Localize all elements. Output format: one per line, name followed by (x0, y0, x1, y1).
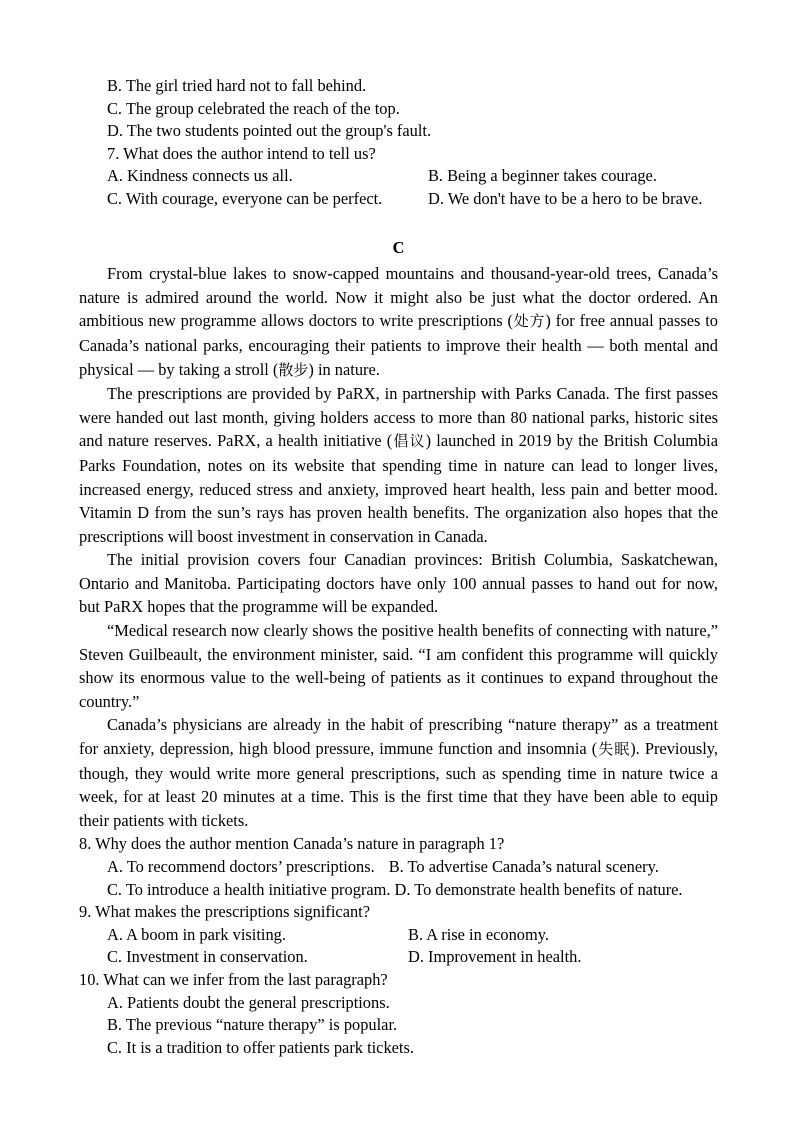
option-c-previous-question: C. The group celebrated the reach of the top. (107, 98, 400, 118)
passage-paragraph-2 (79, 382, 718, 548)
passage-paragraph-4: “Medical research now clearly shows the positive health benefits of connecting with nature,” Steven Guilbeault, the environment minister, said. “I am confident this programme will quickly show its enormous value to the well-being of patients as it continues to expand throughout the country.” (79, 621, 718, 711)
question-9-stem: 9. What makes the prescriptions significant? (79, 902, 371, 922)
question-8-block (79, 833, 718, 901)
option-b-previous-question: B. The girl tried hard not to fall behind. (107, 76, 367, 95)
passage-paragraph-5 (79, 713, 718, 832)
question-9-options-row-1 (79, 924, 718, 947)
question-10-option-c[interactable]: C. It is a tradition to offer patients park tickets. (107, 1037, 414, 1057)
option-d-previous-question: D. The two students pointed out the group's fault. (107, 121, 432, 141)
question-10-option-a[interactable]: A. Patients doubt the general prescriptions. (107, 992, 390, 1012)
question-8-option-d[interactable]: D. To demonstrate health benefits of nature. (394, 879, 683, 899)
question-7-option-c[interactable]: C. With courage, everyone can be perfect. (107, 188, 383, 208)
passage-p2-text-1: The prescriptions are provided by PaRX, in partnership with Parks Canada. The first passes were handed out last month, giving holders access to more than 80 national parks, historic sites and nature reserves. PaRX, a health initiative ( (79, 384, 718, 451)
question-7-option-a[interactable]: A. Kindness connects us all. (107, 166, 293, 186)
passage-p1-text-2: ) for free annual passes to Canada’s national parks, encouraging their patients to improve their health — both mental and physical — by taking a stroll ( (79, 311, 718, 379)
question-7-options-row-2 (79, 188, 718, 211)
question-9-block (79, 901, 718, 969)
question-8-stem: 8. Why does the author mention Canada’s nature in paragraph 1? (79, 834, 505, 854)
question-8-options-row-2 (79, 879, 718, 902)
question-10-block (79, 969, 718, 1059)
question-9-options-row-2 (79, 946, 718, 969)
passage-p2-chinese-initiative: 倡议 (392, 432, 426, 451)
passage-p1-chinese-prescription: 处方 (513, 312, 546, 331)
question-8-option-c[interactable]: C. To introduce a health initiative program. (107, 879, 391, 899)
question-9-option-d[interactable]: D. Improvement in health. (408, 947, 582, 967)
section-letter-c: C (392, 237, 405, 257)
passage-paragraph-1 (79, 262, 718, 382)
page-content (79, 75, 718, 1059)
passage-p5-text-1: Canada’s physicians are already in the habit of prescribing “nature therapy” as a treatment for anxiety, depression, high blood pressure, immune function and insomnia ( (79, 715, 718, 759)
passage-p5-text-2: ). Previously, though, they would write more general prescriptions, such as spending time in nature twice a week, for at least 20 minutes at a time. This is the first time that they have been able to equip their patients with tickets. (79, 739, 718, 830)
question-10-stem: 10. What can we infer from the last paragraph? (79, 969, 388, 989)
question-9-option-b[interactable]: B. A rise in economy. (408, 924, 549, 944)
passage-p2-text-2: ) launched in 2019 by the British Columbia Parks Foundation, notes on its website that spending time in nature can lead to longer lives, increased energy, reduced stress and anxiety, improved heart health, less pain and better mood. Vitamin D from the sun’s rays has proven health benefits. The organization also hopes that the prescriptions will boost investment in conservation in Canada. (79, 431, 718, 546)
question-8-option-a[interactable]: A. To recommend doctors’ prescriptions. (107, 857, 375, 876)
question-10-option-b[interactable]: B. The previous “nature therapy” is popular. (107, 1015, 398, 1035)
passage-p1-text-1: From crystal-blue lakes to snow-capped mountains and thousand-year-old trees, Canada’s nature is admired around the world. Now it might also be just what the doctor ordered. An ambitious new programme allows doctors to write prescriptions ( (79, 264, 718, 331)
question-8-options-row-1 (79, 856, 718, 879)
question-7-option-d[interactable]: D. We don't have to be a hero to be brave. (428, 188, 703, 208)
passage-p5-chinese-insomnia: 失眠 (597, 740, 631, 759)
passage-p1-chinese-stroll: 散步 (278, 360, 309, 379)
question-9-option-a[interactable]: A. A boom in park visiting. (107, 924, 286, 944)
question-9-option-c[interactable]: C. Investment in conservation. (107, 947, 308, 967)
passage-p1-text-3: ) in nature. (308, 359, 380, 379)
passage-paragraph-3: The initial provision covers four Canadian provinces: British Columbia, Saskatchewan, Ontario and Manitoba. Participating doctors have only 100 annual passes to hand out for now, but PaRX hopes that the programme will be expanded. (79, 550, 718, 617)
question-7-stem: 7. What does the author intend to tell us? (107, 143, 376, 163)
question-8-option-b[interactable]: B. To advertise Canada’s natural scenery. (388, 857, 659, 876)
question-7-option-b[interactable]: B. Being a beginner takes courage. (428, 166, 657, 186)
question-7-options-row-1 (79, 165, 718, 188)
